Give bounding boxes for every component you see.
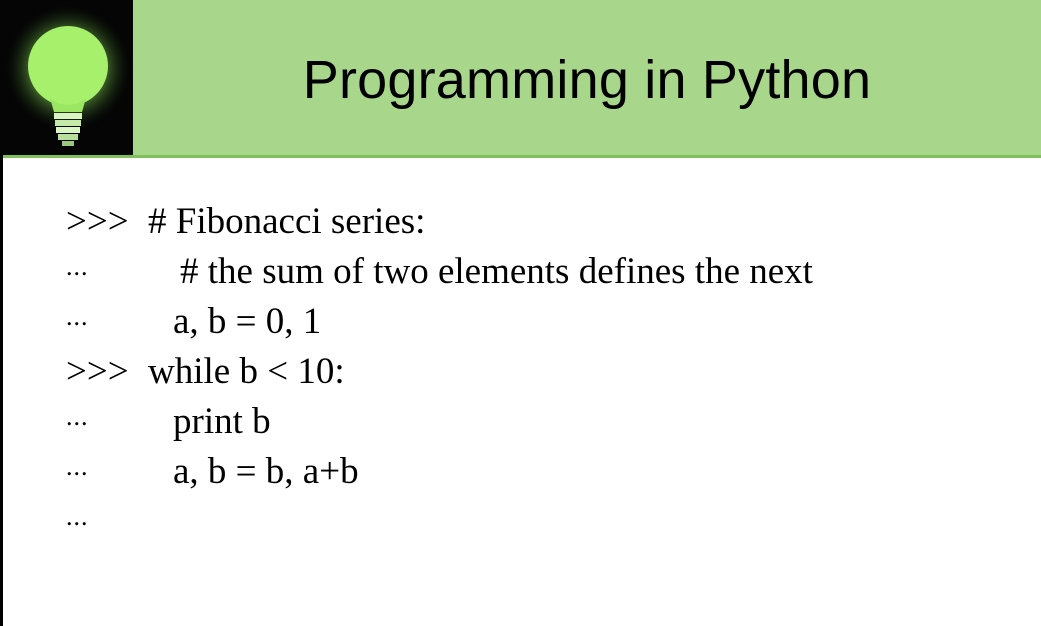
continuation-prompt: ... <box>66 452 89 481</box>
header-divider <box>0 155 1041 158</box>
logo <box>0 0 133 155</box>
continuation-prompt: ... <box>66 302 89 331</box>
code-text: while b < 10: <box>148 351 345 392</box>
light-bulb-icon <box>0 0 133 155</box>
code-line <box>66 450 1016 500</box>
code-block <box>66 200 1016 550</box>
code-text: a, b = 0, 1 <box>173 301 322 342</box>
code-line <box>66 250 1016 300</box>
code-line <box>66 500 1016 550</box>
continuation-prompt: ... <box>66 252 89 281</box>
code-text: # the sum of two elements defines the next <box>180 251 813 292</box>
code-line <box>66 350 1016 400</box>
continuation-prompt: ... <box>66 402 89 431</box>
code-line <box>66 200 1016 250</box>
prompt: >>> <box>66 351 129 392</box>
code-text: print b <box>173 401 271 442</box>
continuation-prompt: ... <box>66 502 89 531</box>
slide-title: Programming in Python <box>302 49 872 110</box>
code-text: a, b = b, a+b <box>173 451 359 492</box>
prompt: >>> <box>66 201 129 242</box>
code-line <box>66 400 1016 450</box>
slide-left-border <box>0 155 3 626</box>
code-line <box>66 300 1016 350</box>
code-text: # Fibonacci series: <box>148 201 426 242</box>
